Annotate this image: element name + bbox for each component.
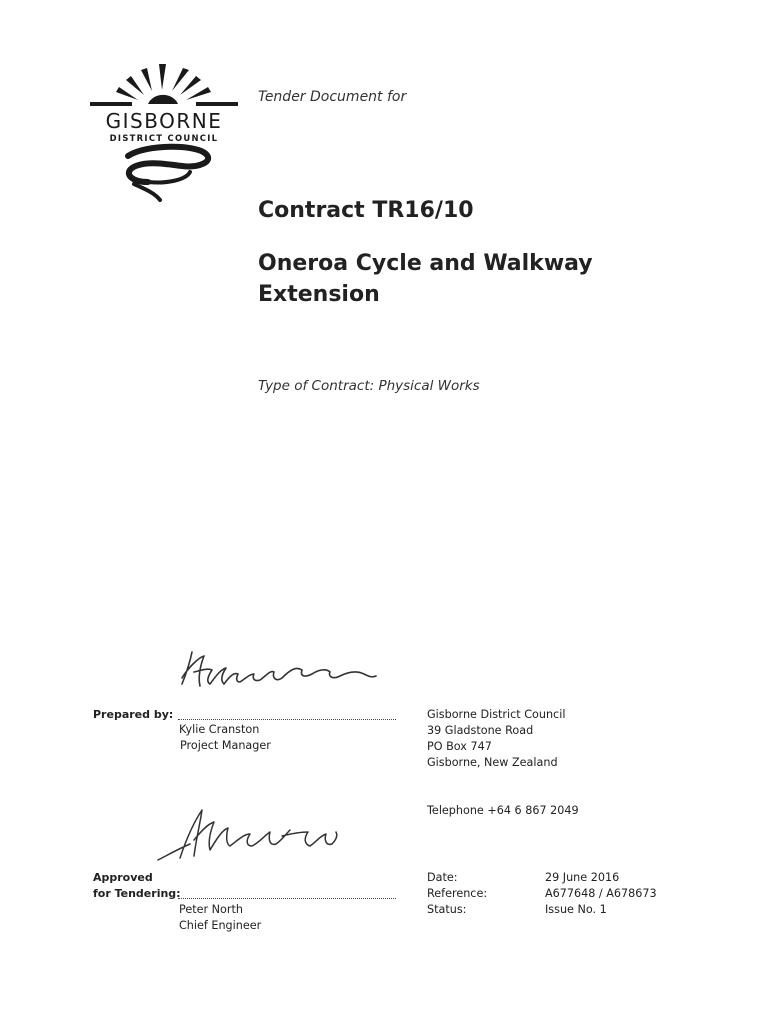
date-label: Date:: [427, 871, 458, 884]
contract-number-title: Contract TR16/10: [258, 198, 474, 223]
prepared-by-label: Prepared by:: [93, 708, 174, 721]
project-title: Oneroa Cycle and Walkway Extension: [258, 251, 593, 307]
logo-subtitle-text: DISTRICT COUNCIL: [109, 133, 219, 143]
prepared-by-title: Project Manager: [180, 739, 271, 752]
approved-by-title: Chief Engineer: [179, 919, 262, 932]
gisborne-council-logo: [86, 58, 242, 203]
address-city: Gisborne, New Zealand: [427, 756, 558, 769]
address-telephone: Telephone +64 6 867 2049: [427, 804, 579, 817]
address-street: 39 Gladstone Road: [427, 724, 534, 737]
address-po-box: PO Box 747: [427, 740, 492, 753]
koru-swirl-icon: [128, 147, 208, 200]
tender-document-for-label: Tender Document for: [258, 89, 407, 105]
status-value: Issue No. 1: [545, 903, 607, 916]
logo-name-text: GISBORNE: [105, 109, 223, 133]
approved-label-line2: for Tendering:: [93, 887, 181, 900]
reference-value: A677648 / A678673: [545, 887, 657, 900]
sun-rays-icon: [90, 64, 238, 106]
reference-label: Reference:: [427, 887, 488, 900]
approved-by-signature: [150, 800, 350, 866]
status-label: Status:: [427, 903, 467, 916]
contract-type-label: Type of Contract: Physical Works: [258, 378, 480, 394]
prepared-signature-line: [178, 707, 396, 720]
prepared-by-signature: [178, 648, 386, 696]
approved-signature-line: [178, 886, 396, 899]
date-value: 29 June 2016: [545, 871, 620, 884]
prepared-by-name: Kylie Cranston: [179, 723, 260, 736]
address-org: Gisborne District Council: [427, 708, 566, 721]
approved-label-line1: Approved: [93, 871, 153, 884]
approved-by-name: Peter North: [179, 903, 243, 916]
